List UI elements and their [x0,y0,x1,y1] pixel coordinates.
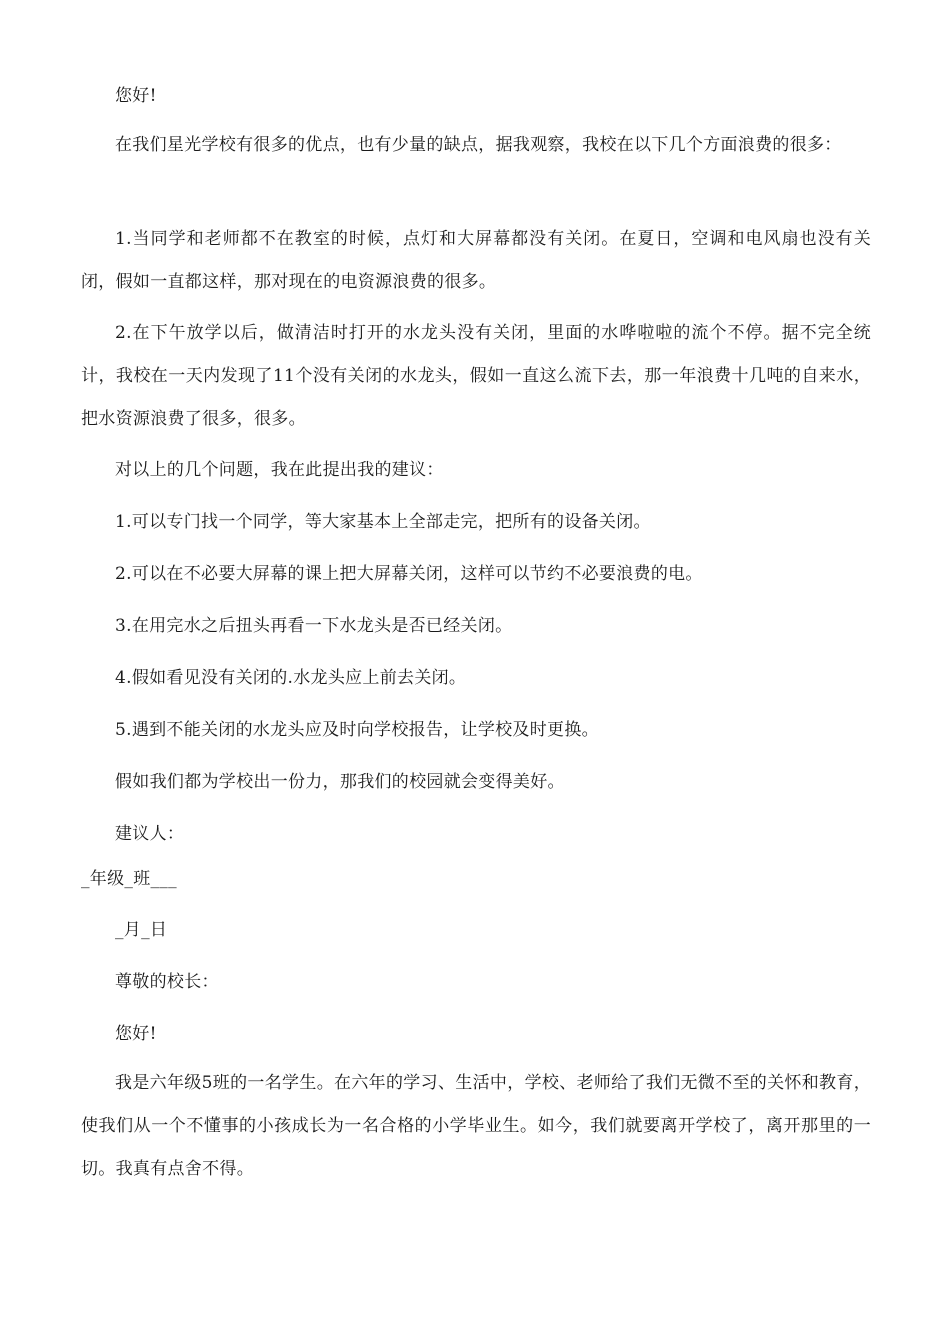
class-line: _年级_班___ [81,869,177,889]
letter-2-body: 我是六年级5班的一名学生。在六年的学习、生活中，学校、老师给了我们无微不至的关怀和教育，使我们从一个不懂事的小孩成长为一名合格的小学毕业生。如今，我们就要离开学校了，离开那里的一切。我真有点舍不得。 [81,1073,871,1179]
problem-2-paragraph: 2.在下午放学以后，做清洁时打开的水龙头没有关闭，里面的水哗啦啦的流个不停。据不完全统计，我校在一天内发现了11个没有关闭的水龙头，假如一直这么流下去，那一年浪费十几吨的自来水，把水资源浪费了很多，很多。 [81,323,871,429]
suggestion-item-4: 4.假如看见没有关闭的.水龙头应上前去关闭。 [115,668,467,688]
suggestion-item-5: 5.遇到不能关闭的水龙头应及时向学校报告，让学校及时更换。 [115,720,599,740]
proposer-label: 建议人： [115,824,185,844]
problem-1-paragraph: 1.当同学和老师都不在教室的时候，点灯和大屏幕都没有关闭。在夏日，空调和电风扇也没有关闭，假如一直都这样，那对现在的电资源浪费的很多。 [81,229,871,292]
date-line: _月_日 [115,920,168,940]
suggestions-intro: 对以上的几个问题，我在此提出我的建议： [115,460,444,480]
suggestion-item-1: 1.可以专门找一个同学，等大家基本上全部走完，把所有的设备关闭。 [115,512,651,532]
closing-line: 假如我们都为学校出一份力，那我们的校园就会变得美好。 [115,772,565,792]
salutation-2: 尊敬的校长： [115,972,219,992]
intro-paragraph: 在我们星光学校有很多的优点，也有少量的缺点，据我观察，我校在以下几个方面浪费的很多： [115,135,842,155]
suggestion-item-2: 2.可以在不必要大屏幕的课上把大屏幕关闭，这样可以节约不必要浪费的电。 [115,564,703,584]
suggestion-item-3: 3.在用完水之后扭头再看一下水龙头是否已经关闭。 [115,616,513,636]
greeting-2: 您好! [115,1024,157,1044]
greeting-1: 您好! [115,86,157,106]
